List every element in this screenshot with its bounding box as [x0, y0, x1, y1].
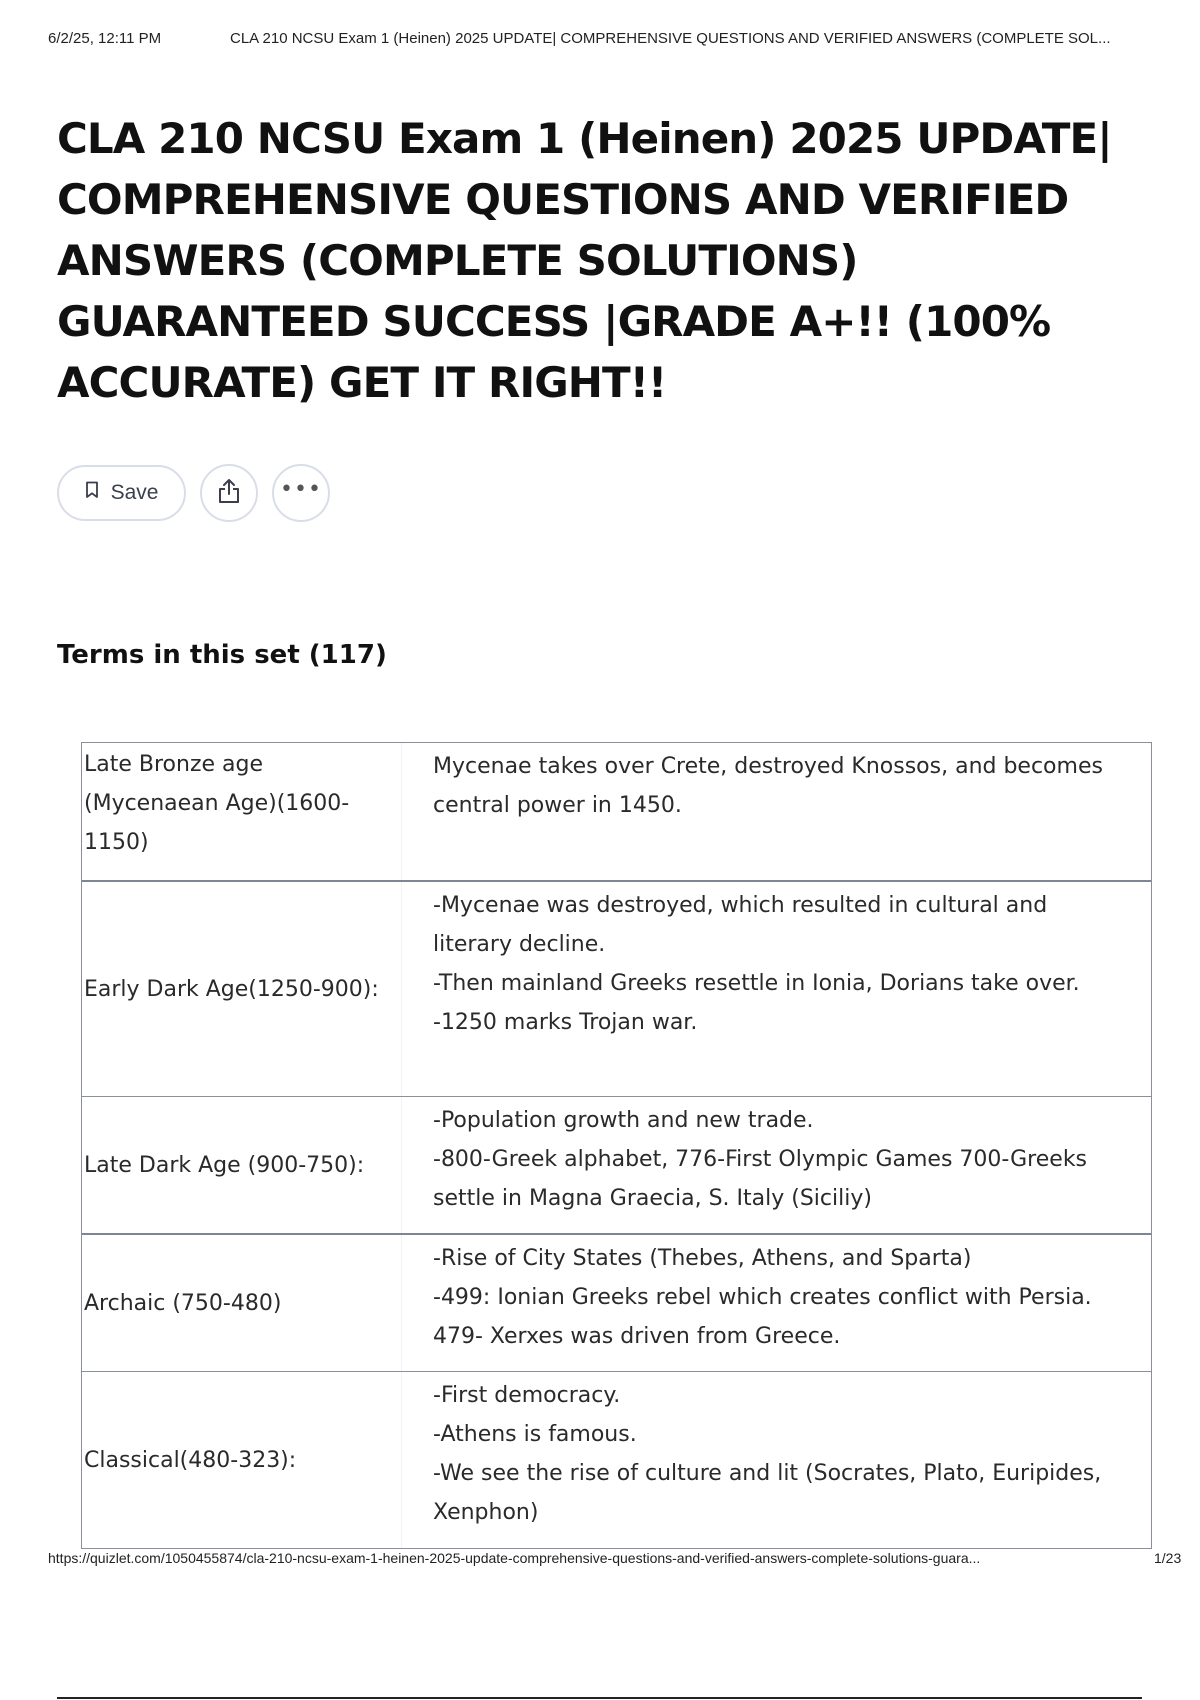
terms-table: [81, 742, 1152, 1549]
definition-line: Mycenae takes over Crete, destroyed Knossos, and becomes central power in 1450.: [433, 754, 1103, 818]
term-cell: Early Dark Age(1250-900):: [82, 882, 402, 1096]
terms-heading: Terms in this set (117): [57, 640, 387, 670]
definition-line: -800-Greek alphabet, 776-First Olympic Games 700-Greeks settle in Magna Graecia, S. Italy (Siciliy): [433, 1147, 1088, 1211]
definition-cell: [402, 882, 1151, 1096]
term-cell: Late Dark Age (900-750):: [82, 1097, 402, 1233]
definition-line: -Population growth and new trade.: [433, 1108, 814, 1133]
definition-cell: [402, 743, 1151, 880]
definition-line: -We see the rise of culture and lit (Socrates, Plato, Euripides, Xenphon): [433, 1461, 1102, 1525]
share-button[interactable]: [200, 464, 258, 522]
definition-cell: [402, 1372, 1151, 1548]
bookmark-icon: [85, 481, 99, 505]
share-icon: [217, 477, 241, 509]
term-row: [82, 882, 1151, 1097]
print-footer: [48, 1550, 1190, 1566]
definition-line: -First democracy.: [433, 1383, 621, 1408]
print-header: [48, 30, 1176, 47]
definition-line: -Mycenae was destroyed, which resulted in cultural and literary decline.: [433, 893, 1048, 957]
print-url: https://quizlet.com/1050455874/cla-210-ncsu-exam-1-heinen-2025-update-comprehensive-questions-and-verified-answers-complete-solutions-guara...: [48, 1550, 981, 1566]
term-row: [82, 1372, 1151, 1548]
save-button[interactable]: [57, 465, 186, 521]
definition-line: -Then mainland Greeks resettle in Ionia, Dorians take over.: [433, 971, 1080, 996]
more-icon: •••: [280, 477, 322, 502]
page-title: CLA 210 NCSU Exam 1 (Heinen) 2025 UPDATE| COMPREHENSIVE QUESTIONS AND VERIFIED ANSWERS (COMPLETE SOLUTIONS) GUARANTEED SUCCESS |GRADE A+!! (100% ACCURATE) GET IT RIGHT!!: [57, 114, 1112, 407]
divider: [57, 1697, 1142, 1699]
action-bar: [57, 464, 330, 522]
definition-line: -1250 marks Trojan war.: [433, 1010, 698, 1035]
definition-cell: [402, 1097, 1151, 1233]
term-row: [82, 1235, 1151, 1372]
definition-line: -Rise of City States (Thebes, Athens, and Sparta): [433, 1246, 972, 1271]
term-row: [82, 743, 1151, 882]
term-cell: Classical(480-323):: [82, 1372, 402, 1548]
print-datetime: 6/2/25, 12:11 PM: [48, 30, 162, 47]
term-row: [82, 1097, 1151, 1235]
more-button[interactable]: [272, 464, 330, 522]
save-label: Save: [110, 481, 159, 504]
definition-line: -499: Ionian Greeks rebel which creates conflict with Persia. 479- Xerxes was driven from Greece.: [433, 1285, 1092, 1349]
page-number: 1/23: [1154, 1550, 1182, 1566]
term-cell: Archaic (750-480): [82, 1235, 402, 1371]
definition-line: -Athens is famous.: [433, 1422, 637, 1447]
definition-cell: [402, 1235, 1151, 1371]
term-cell: Late Bronze age (Mycenaean Age)(1600-1150): [82, 743, 402, 880]
print-doc-title: CLA 210 NCSU Exam 1 (Heinen) 2025 UPDATE| COMPREHENSIVE QUESTIONS AND VERIFIED ANSWERS (COMPLETE SOL...: [230, 30, 1111, 47]
